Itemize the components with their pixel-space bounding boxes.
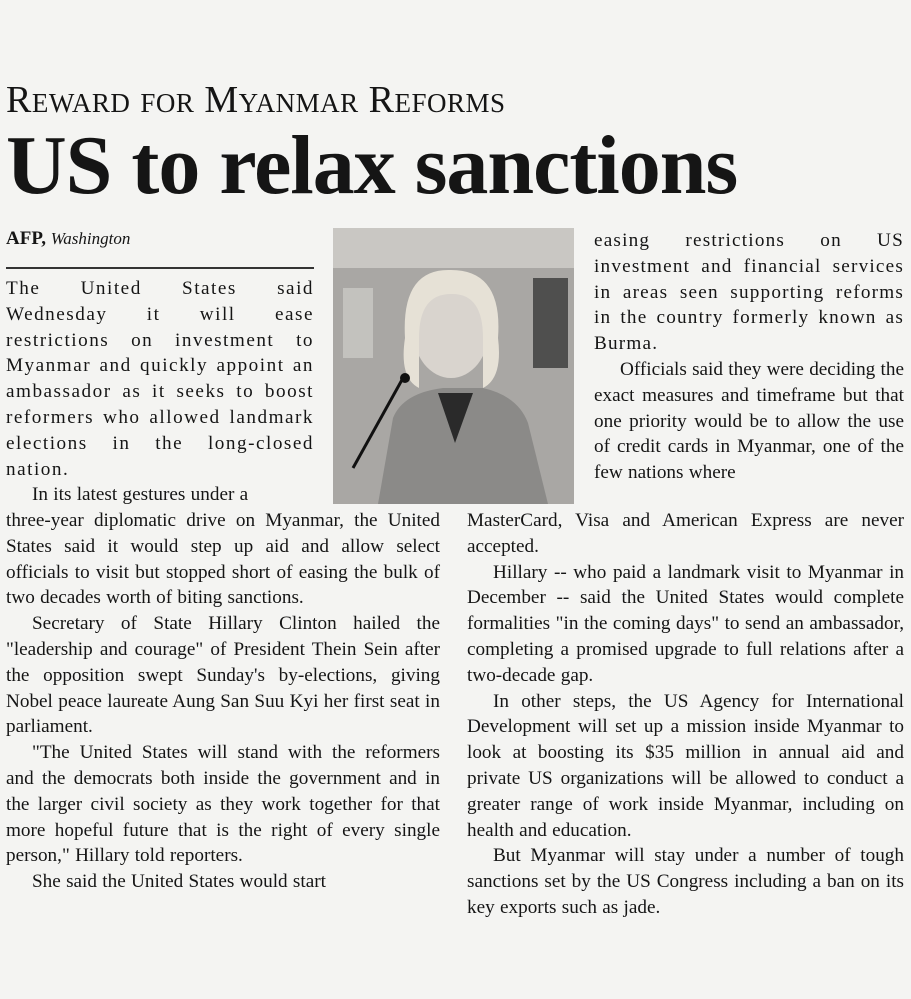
- column-1-top: [6, 276, 314, 508]
- article-photo: [333, 228, 574, 504]
- column-2-bottom: [467, 508, 904, 921]
- byline: [6, 228, 130, 250]
- paragraph-4: "The United States will stand with the reformers and the democrats both inside the government and in the larger civil society as they work together for that more hopeful future that is the right of every single person," Hillary told reporters.: [6, 742, 440, 867]
- lead-paragraph: The United States said Wednesday it will ease restrictions on investment to Myanmar and quickly appoint an ambassador as it seeks to boost reformers who allowed landmark elections in the long-closed nation.: [6, 278, 314, 480]
- paragraph-6: easing restrictions on US investment and financial services in areas seen supporting reforms in the country formerly known as Burma.: [594, 230, 904, 355]
- article-kicker: Reward for Myanmar Reforms: [6, 79, 506, 121]
- paragraph-5: She said the United States would start: [32, 871, 326, 893]
- byline-rule: [6, 267, 314, 269]
- paragraph-2-end: three-year diplomatic drive on Myanmar, the United States said it would step up aid and allow select officials to visit but stopped short of easing the bulk of two decades worth of biting sanctions.: [6, 510, 440, 609]
- column-1-bottom: [6, 508, 440, 895]
- paragraph-7-end: MasterCard, Visa and American Express are never accepted.: [467, 510, 904, 557]
- paragraph-3: Secretary of State Hillary Clinton hailed the "leadership and courage" of President Thein Sein after the opposition swept Sunday's by-elections, giving Nobel peace laureate Aung San Suu Kyi her first seat in parliament.: [6, 613, 440, 738]
- byline-agency: AFP,: [6, 228, 46, 249]
- column-2-top: [594, 228, 904, 486]
- paragraph-8: Hillary -- who paid a landmark visit to Myanmar in December -- said the United States would complete formalities "in the coming days" to send an ambassador, completing a promised upgrade to full relations after a two-decade gap.: [467, 561, 904, 686]
- paragraph-2-start: In its latest gestures under a: [32, 484, 249, 506]
- article-headline: US to relax sanctions: [6, 119, 738, 212]
- paragraph-7-start: Officials said they were deciding the exact measures and timeframe but that one priority would be to allow the use of credit cards in Myanmar, one of the few nations where: [594, 358, 904, 484]
- paragraph-9: In other steps, the US Agency for International Development will set up a mission inside Myanmar to look at boosting its $35 million in annual aid and private US organizations will be allowed to conduct a greater range of work inside Myanmar, including on health and education.: [467, 690, 904, 841]
- byline-dateline: Washington: [50, 229, 131, 248]
- paragraph-10: But Myanmar will stay under a number of tough sanctions set by the US Congress including a ban on its key exports such as jade.: [467, 845, 904, 918]
